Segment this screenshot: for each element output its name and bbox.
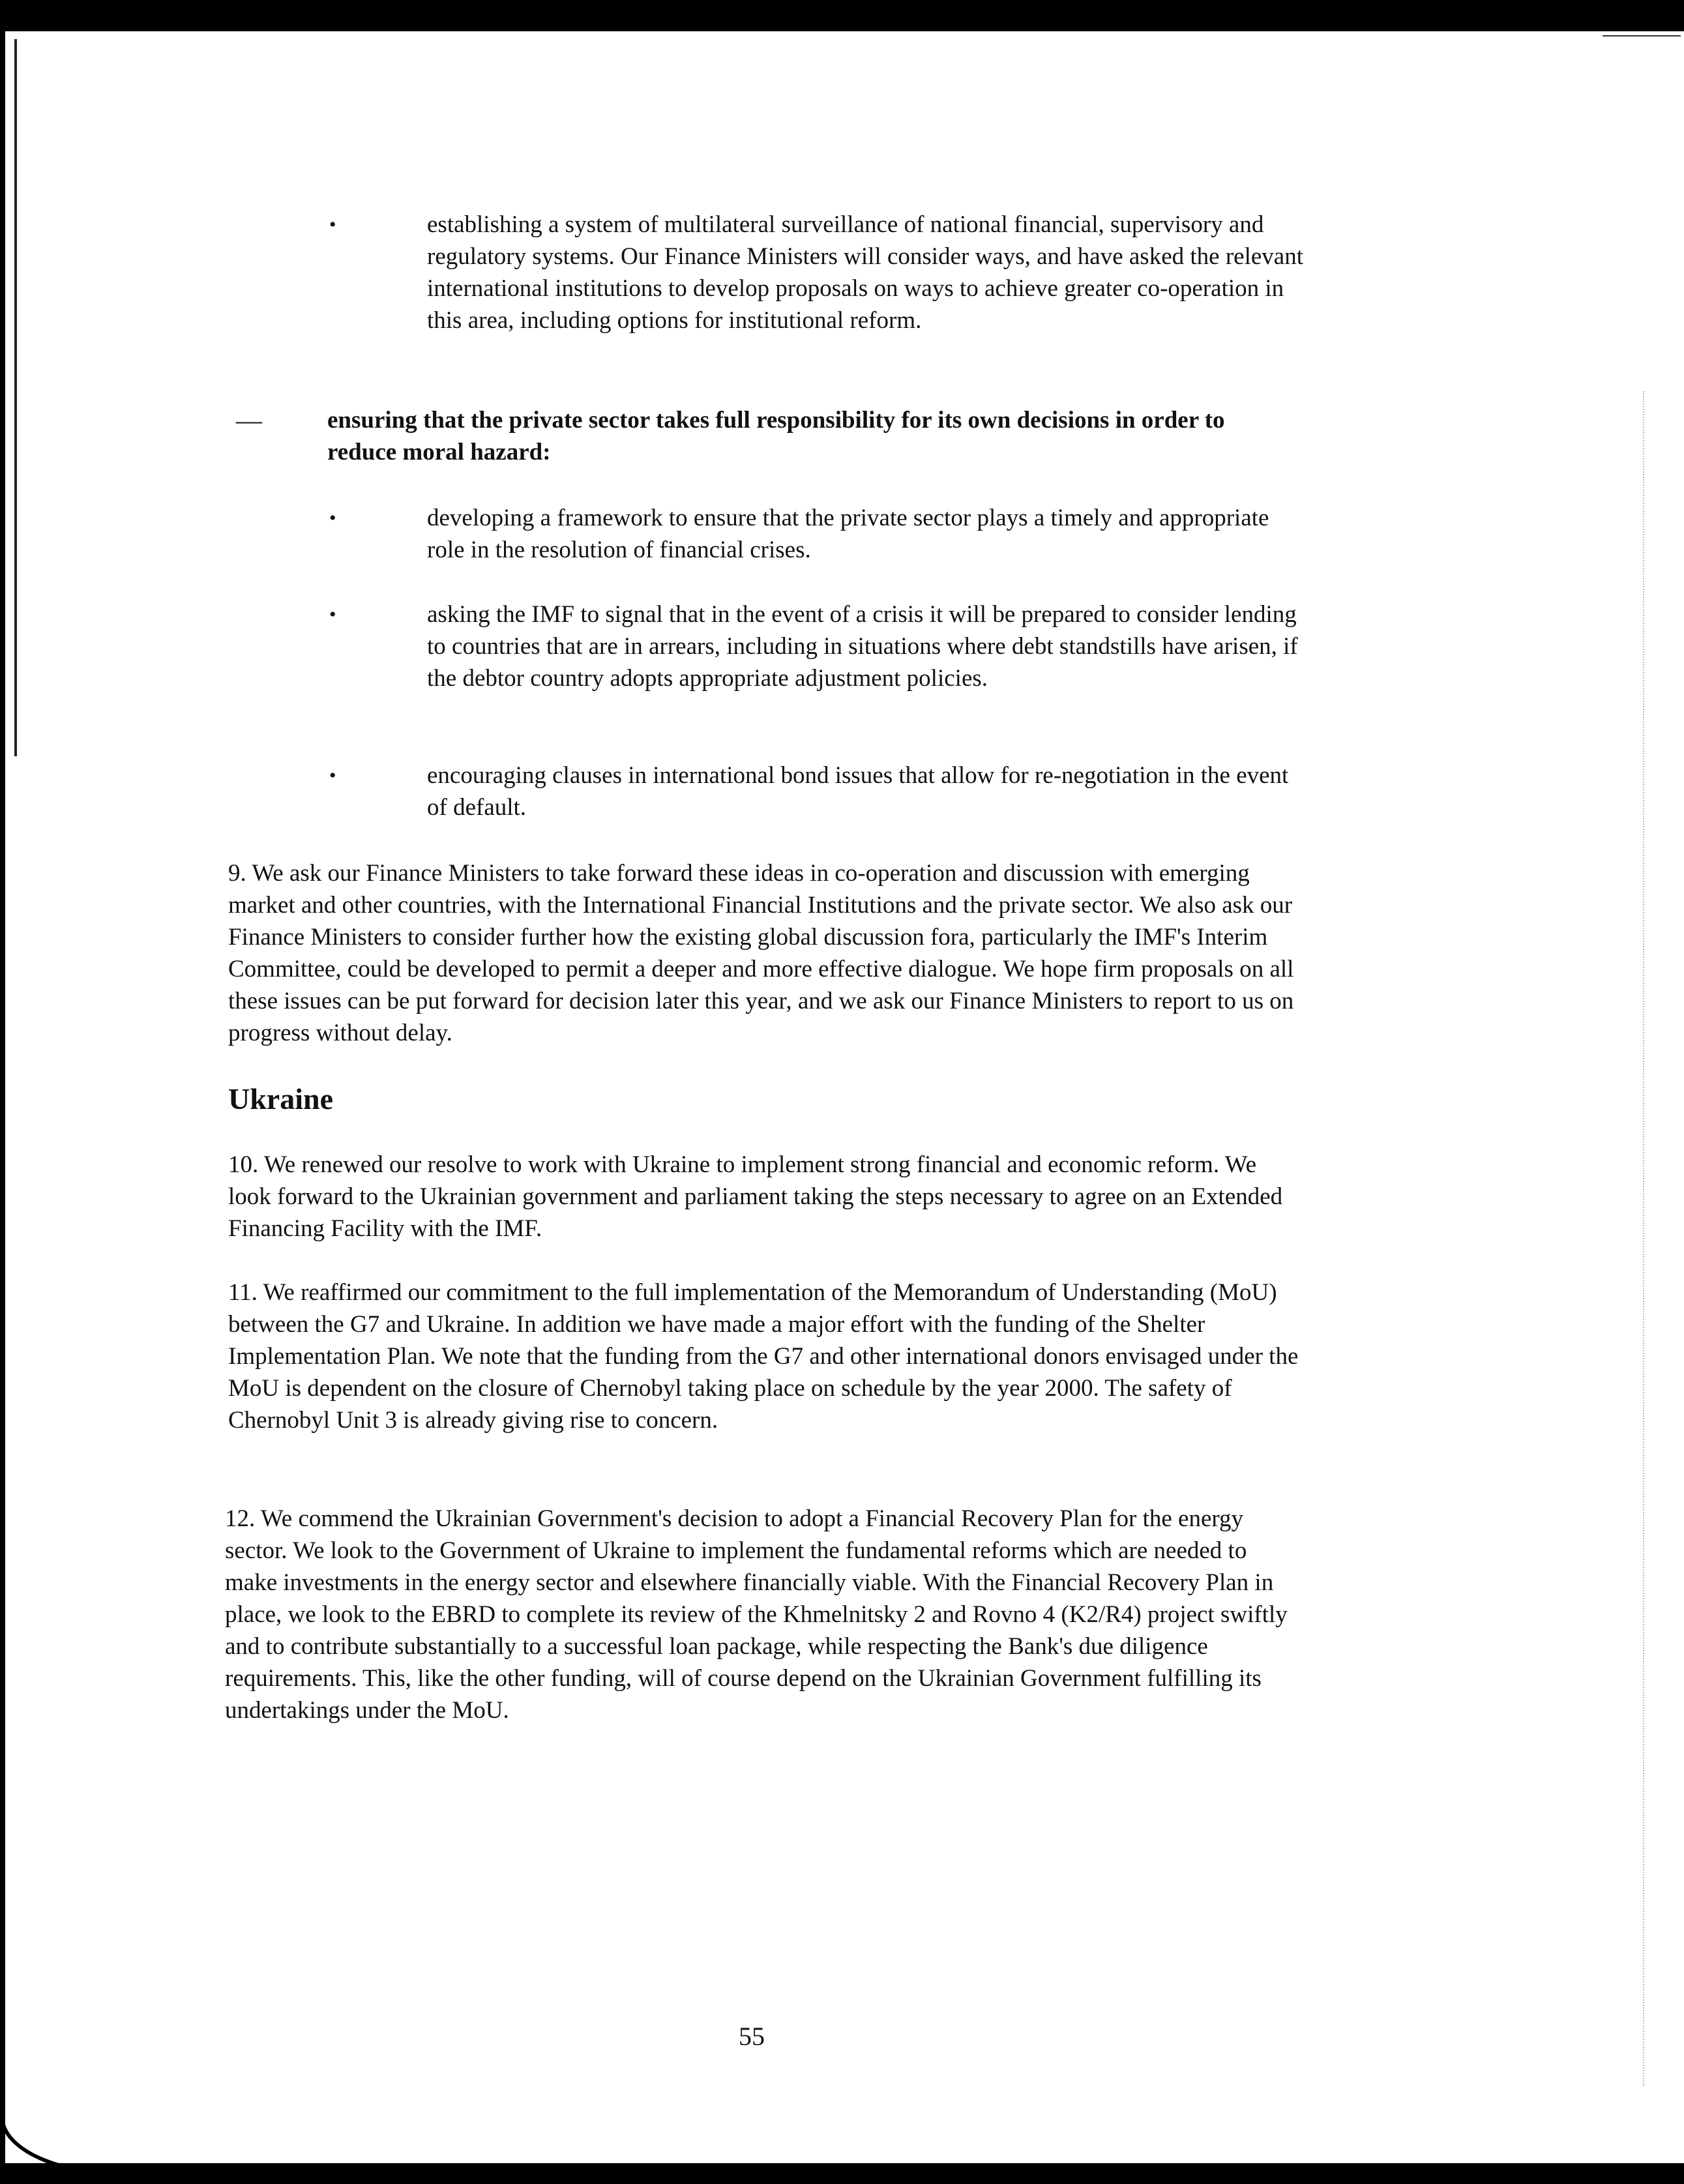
scan-border-bottom [0,2163,1684,2184]
paragraph-11: 11. We reaffirmed our commitment to the full implementation of the Memorandum of Understanding (MoU) between the G7 and Ukraine. In addition we have made a major effort with the funding of the Shelter Implementation Plan. We note that the funding from the G7 and other international donors envisaged under the MoU is dependent on the closure of Chernobyl taking place on schedule by the year 2000. The safety of Chernobyl Unit 3 is already giving rise to concern. [228,1279,1299,1434]
page-number: 55 [739,2022,765,2051]
bullet-marker: • [329,214,336,235]
bullet-marker: • [329,765,336,786]
bullet-marker: • [329,507,336,529]
bullet-item: establishing a system of multilateral surveillance of national financial, supervisory and regulatory systems. Our Finance Ministers will consider ways, and have asked the relevant international institutions to develop proposals on ways to achieve greater co-operation in this area, including options for institutional reform. [427,211,1303,334]
dash-item-heading: ensuring that the private sector takes full responsibility for its own decisions in order to reduce moral hazard: [327,407,1225,465]
scan-edge-line [14,39,17,756]
bullet-item: developing a framework to ensure that the private sector plays a timely and appropriate role in the resolution of financial crises. [427,505,1269,563]
bullet-marker: • [329,604,336,625]
bullet-item: asking the IMF to signal that in the event of a crisis it will be prepared to consider lending to countries that are in arrears, including in situations where debt standstills have arisen, if the debtor country adopts appropriate adjustment policies. [427,601,1298,692]
scan-border-top [0,0,1684,31]
scan-speckle [1643,391,1646,2086]
scan-edge-line-right [1603,35,1681,37]
paragraph-9: 9. We ask our Finance Ministers to take forward these ideas in co-operation and discussion with emerging market and other countries, with the International Financial Institutions and the private sector. We also ask our Finance Ministers to consider further how the existing global discussion fora, particularly the IMF's Interim Committee, could be developed to permit a deeper and more effective dialogue. We hope firm proposals on all these issues can be put forward for decision later this year, and we ask our Finance Ministers to report to us on progress without delay. [228,860,1294,1046]
scan-border-left [0,0,5,2184]
paragraph-10: 10. We renewed our resolve to work with Ukraine to implement strong financial and economic reform. We look forward to the Ukrainian government and parliament taking the steps necessary to agree on an Extended Financing Facility with the IMF. [228,1151,1283,1242]
section-heading: Ukraine [228,1082,333,1115]
bullet-item: encouraging clauses in international bond issues that allow for re-negotiation in the event of default. [427,762,1289,821]
paragraph-12: 12. We commend the Ukrainian Government's decision to adopt a Financial Recovery Plan for the energy sector. We look to the Government of Ukraine to implement the fundamental reforms which are needed to make investments in the energy sector and elsewhere financially viable. With the Financial Recovery Plan in place, we look to the EBRD to complete its review of the Khmelnitsky 2 and Rovno 4 (K2/R4) project swiftly and to contribute substantially to a successful loan package, while respecting the Bank's due diligence requirements. This, like the other funding, will of course depend on the Ukrainian Government fulfilling its undertakings under the MoU. [225,1505,1288,1724]
dash-marker: — [236,406,262,435]
